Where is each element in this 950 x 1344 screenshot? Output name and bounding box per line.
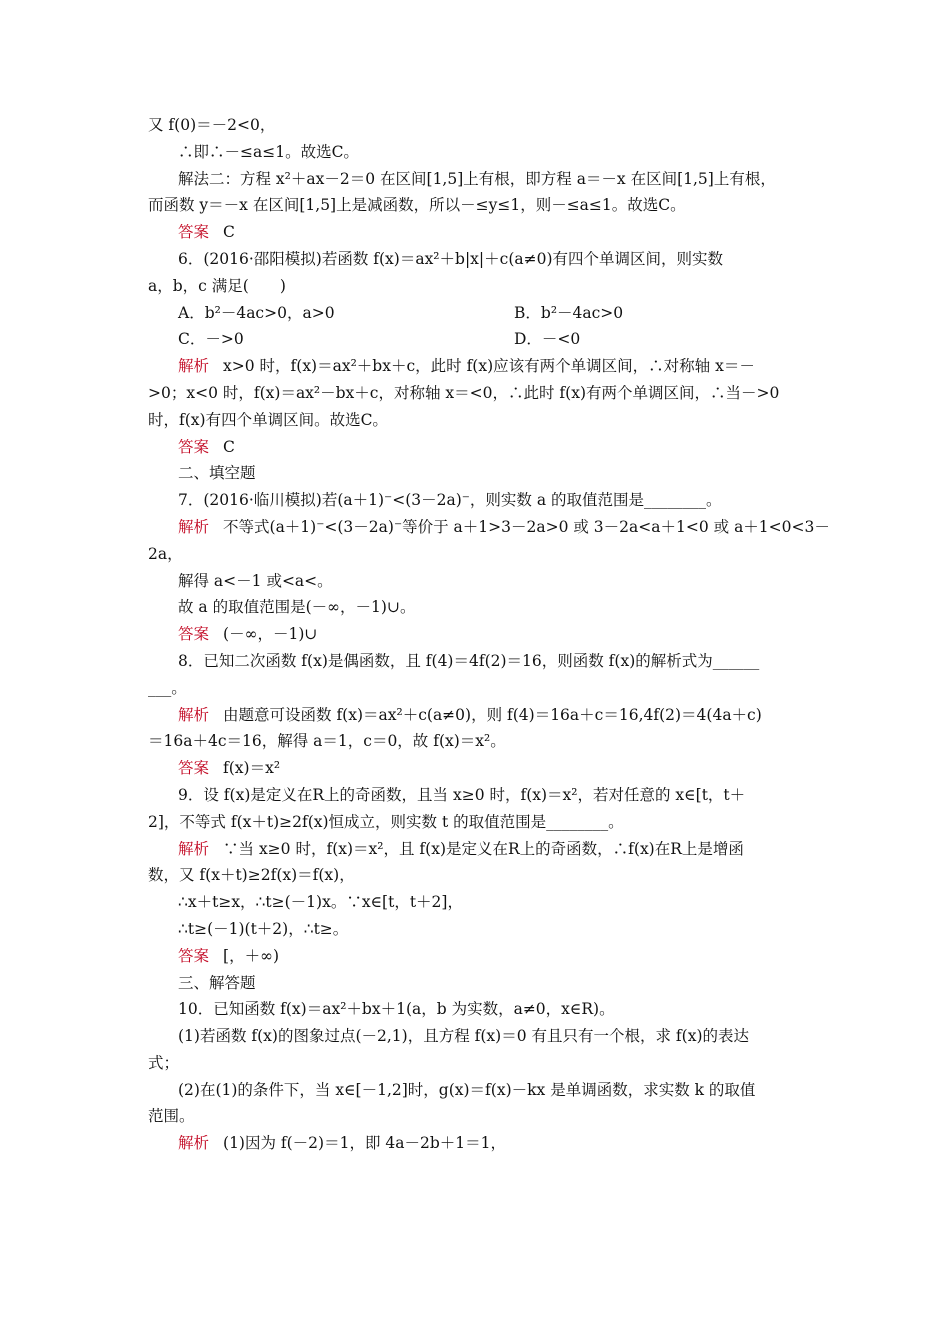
document-page — [0, 112, 950, 1157]
answer-text: [，＋∞) — [223, 946, 280, 965]
question-9: 9．设 f(x)是定义在R上的奇函数，且当 x≥0 时，f(x)＝x²，若对任意的 x∈[t，t＋ — [178, 785, 746, 804]
text-line: (1)若函数 f(x)的图象过点(－2,1)，且方程 f(x)＝0 有且只有一个根，求 f(x)的表达 — [178, 1027, 749, 1046]
analysis-tag: 解析 — [178, 357, 210, 376]
analysis-line — [0, 1130, 950, 1157]
analysis-line — [0, 514, 950, 541]
text-line: (2)在(1)的条件下，当 x∈[－1,2]时，g(x)＝f(x)－kx 是单调函数，求实数 k 的取值 — [178, 1080, 756, 1099]
text-line: 式； — [148, 1053, 180, 1072]
text-line: >0；x<0 时，f(x)＝ax²－bx＋c，对称轴 x＝<0，∴此时 f(x)有两个单调区间，∴当－>0 — [148, 383, 780, 402]
text-line: 数，又 f(x＋t)≥2f(x)＝f(x)， — [148, 866, 355, 885]
text-line: 2]，不等式 f(x＋t)≥2f(x)恒成立，则实数 t 的取值范围是________。 — [148, 812, 624, 831]
analysis-text: x>0 时，f(x)＝ax²＋bx＋c，此时 f(x)应该有两个单调区间，∴对称轴 x＝－ — [223, 357, 755, 376]
text-line: 范围。 — [148, 1107, 195, 1126]
answer-tag: 答案 — [178, 223, 210, 242]
text-line: 又 f(0)＝－2<0， — [148, 116, 276, 134]
option-d: D．－<0 — [514, 330, 581, 349]
answer-text: C — [223, 223, 235, 242]
option-b: B．b²－4ac>0 — [514, 303, 624, 322]
answer-tag: 答案 — [178, 946, 210, 965]
options-row — [0, 300, 950, 327]
answer-line — [0, 621, 950, 648]
question-10: 10．已知函数 f(x)＝ax²＋bx＋1(a，b 为实数，a≠0，x∈R)。 — [178, 1000, 615, 1019]
answer-line — [0, 755, 950, 782]
analysis-line — [0, 836, 950, 863]
analysis-tag: 解析 — [178, 1134, 210, 1153]
analysis-tag: 解析 — [178, 517, 210, 536]
analysis-text: 不等式(a＋1)⁻<(3－2a)⁻等价于 a＋1>3－2a>0 或 3－2a<a＋1<0 或 a＋1<0<3－ — [223, 517, 830, 536]
option-c: C．－>0 — [178, 330, 244, 349]
answer-tag: 答案 — [178, 759, 210, 778]
text-line: 时，f(x)有四个单调区间。故选C。 — [148, 410, 388, 429]
analysis-line — [0, 353, 950, 380]
text-line: 解得 a<－1 或<a<。 — [178, 571, 333, 590]
text-line: ___。 — [148, 678, 187, 697]
text-line: 解法二：方程 x²＋ax－2＝0 在区间[1,5]上有根，即方程 a＝－x 在区间[1,5]上有根， — [178, 169, 776, 188]
answer-tag: 答案 — [178, 437, 210, 456]
answer-tag: 答案 — [178, 625, 210, 644]
option-a: A．b²－4ac>0，a>0 — [178, 303, 335, 322]
question-7: 7．(2016·临川模拟)若(a＋1)⁻<(3－2a)⁻，则实数 a 的取值范围是________。 — [178, 491, 722, 510]
text-line: 而函数 y＝－x 在区间[1,5]上是减函数，所以－≤y≤1，则－≤a≤1。故选C。 — [148, 196, 686, 215]
text-line: ∴t≥(－1)(t＋2)，∴t≥。 — [178, 919, 349, 938]
answer-line — [0, 434, 950, 461]
section-heading: 二、填空题 — [178, 464, 256, 483]
text-line: a，b，c 满足( ) — [148, 276, 286, 295]
answer-line — [0, 943, 950, 970]
answer-text: C — [223, 437, 235, 456]
question-8: 8．已知二次函数 f(x)是偶函数，且 f(4)＝4f(2)＝16，则函数 f(x)的解析式为______ — [178, 651, 760, 670]
text-line: 2a， — [148, 544, 183, 563]
options-row — [0, 326, 950, 353]
answer-line — [0, 219, 950, 246]
answer-text: (－∞，－1)∪ — [223, 625, 318, 644]
section-heading: 三、解答题 — [178, 973, 256, 992]
analysis-text: 由题意可设函数 f(x)＝ax²＋c(a≠0)，则 f(4)＝16a＋c＝16,4f(2)＝4(4a＋c) — [223, 705, 762, 724]
text-line: 故 a 的取值范围是(－∞，－1)∪。 — [178, 598, 416, 617]
analysis-line — [0, 702, 950, 729]
text-line: ＝16a＋4c＝16，解得 a＝1，c＝0，故 f(x)＝x²。 — [148, 732, 506, 751]
analysis-text: (1)因为 f(－2)＝1，即 4a－2b＋1＝1， — [223, 1134, 506, 1153]
analysis-text: ∵当 x≥0 时，f(x)＝x²，且 f(x)是定义在R上的奇函数，∴f(x)在R上是增函 — [223, 839, 744, 858]
question-6: 6．(2016·邵阳模拟)若函数 f(x)＝ax²＋b|x|＋c(a≠0)有四个单调区间，则实数 — [178, 249, 723, 268]
text-line: ∴即∴－≤a≤1。故选C。 — [178, 142, 359, 161]
analysis-tag: 解析 — [178, 839, 210, 858]
text-line: ∴x＋t≥x，∴t≥(－1)x。∵x∈[t，t＋2]， — [178, 893, 463, 912]
analysis-tag: 解析 — [178, 705, 210, 724]
answer-text: f(x)＝x² — [223, 759, 281, 778]
